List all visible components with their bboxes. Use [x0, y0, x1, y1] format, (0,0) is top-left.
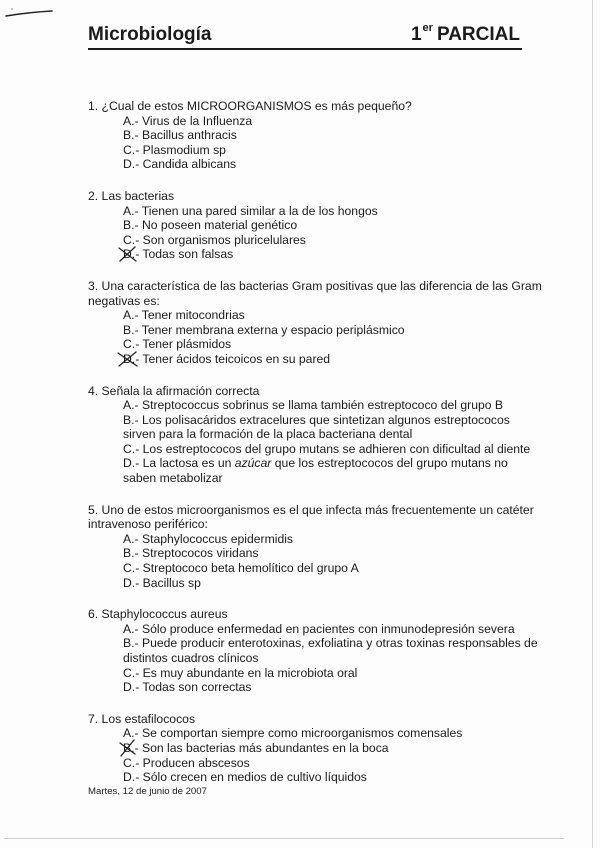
question-text: 6. Staphylococcus aureus [88, 607, 228, 622]
option-c: C.- Plasmodium sp [123, 142, 226, 157]
question-text: 7. Los estafilococos [88, 711, 196, 726]
option-a: A.- Tener mitocondrias [123, 308, 245, 323]
option-d-text-after: que los estreptococos del grupo mutans no saben metabolizar [123, 456, 508, 486]
option-d-wrapper [123, 247, 558, 262]
option-list [123, 114, 558, 172]
scan-right-edge [592, 0, 593, 848]
option-list [123, 532, 558, 590]
option-c: C.- Es muy abundante en la microbiota oral [123, 665, 358, 680]
question-text: 5. Uno de estos microorganismos es el que infecta más frecuentemente un catéter intravenoso periférico: [88, 502, 534, 532]
option-c: C.- Son organismos pluricelulares [123, 232, 306, 247]
option-c: C.- Los estreptococos del grupo mutans se adhieren con dificultad al diente [123, 441, 531, 456]
exam-title [411, 22, 520, 46]
subject-title: Microbiología [88, 24, 212, 45]
option-d-emphasis: azúcar [234, 456, 272, 471]
option-c: C.- Streptococo beta hemolítico del grupo A [123, 561, 359, 576]
option-b: B.- Tener membrana externa y espacio periplásmico [123, 322, 405, 337]
option-d-text-before: D.- La lactosa es un [123, 456, 235, 471]
option-b: B.- Streptococos viridans [123, 546, 259, 561]
option-d: D.- Tener ácidos teicoicos en su pared [123, 351, 331, 366]
option-d: D.- Todas son correctas [123, 680, 252, 695]
question-2 [88, 189, 558, 262]
question-list [88, 99, 558, 802]
question-6 [88, 607, 558, 695]
exam-date: Martes, 12 de junio de 2007 [88, 786, 207, 797]
option-b: B.- Los polisacáridos extracelures que sintetizan algunos estreptococos sirven para la formación de la placa bacteriana dental [123, 412, 510, 442]
option-a: A.- Virus de la Influenza [123, 113, 253, 128]
option-d: D.- Todas son falsas [123, 247, 234, 262]
option-a: A.- Streptococcus sobrinus se llama también estreptococo del grupo B [123, 398, 504, 413]
exam-number: 1 [410, 24, 422, 45]
option-c: C.- Producen abscesos [123, 755, 250, 770]
question-5 [88, 503, 558, 591]
exam-ordinal: er [422, 22, 433, 34]
question-4 [88, 384, 558, 486]
option-b: B.- Puede producir enterotoxinas, exfoliatina y otras toxinas responsables de distintos cuadros clínicos [123, 636, 538, 665]
option-d [123, 456, 543, 485]
option-b: B.- No poseen material genético [123, 218, 298, 233]
option-a: A.- Staphylococcus epidermidis [123, 531, 294, 546]
option-b: B.- Bacillus anthracis [123, 128, 237, 143]
option-a: A.- Se comportan siempre como microorganismos comensales [123, 726, 463, 741]
pen-stroke-mark [4, 6, 56, 20]
question-text: 3. Una característica de las bacterias Gram positivas que las diferencia de las Gram negativas es: [88, 278, 542, 308]
question-7 [88, 712, 558, 785]
option-d: D.- Sólo crecen en medios de cultivo líquidos [123, 770, 367, 785]
option-d: D.- Bacillus sp [123, 575, 201, 590]
option-list [123, 398, 558, 486]
option-list [123, 622, 558, 695]
option-b-wrapper [123, 741, 558, 756]
question-3 [88, 279, 558, 367]
option-d-wrapper [123, 352, 558, 367]
exam-label: PARCIAL [436, 24, 520, 45]
option-b: B.- Son las bacterias más abundantes en la boca [123, 740, 389, 755]
question-text: 2. Las bacterias [88, 188, 175, 203]
option-a: A.- Tienen una pared similar a la de los hongos [123, 203, 378, 218]
option-d: D.- Candida albicans [123, 157, 237, 172]
option-list [123, 204, 558, 262]
option-a: A.- Sólo produce enfermedad en pacientes con inmunodepresión severa [123, 621, 515, 636]
question-text: 1. ¿Cual de estos MICROORGANISMOS es más pequeño? [88, 99, 412, 113]
scan-bottom-edge [4, 838, 564, 839]
option-c: C.- Tener plásmidos [123, 337, 232, 352]
question-text: 4. Señala la afirmación correcta [88, 383, 260, 398]
option-list [123, 308, 558, 366]
exam-header [88, 22, 522, 50]
question-1 [88, 99, 558, 172]
option-list [123, 726, 558, 784]
